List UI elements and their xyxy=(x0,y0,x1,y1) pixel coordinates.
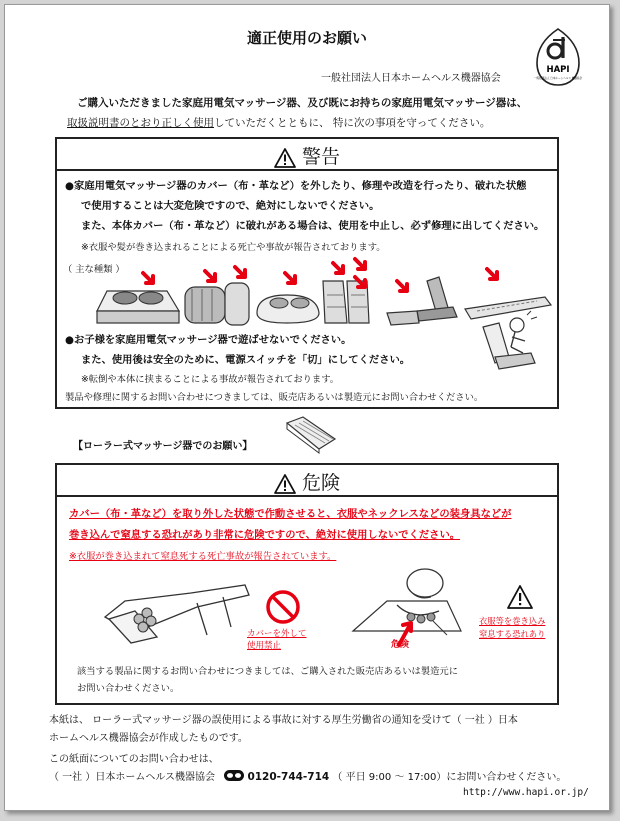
footer-phone[interactable]: 0120-744-714 xyxy=(247,771,330,783)
leg-roller-illustration xyxy=(185,283,249,325)
intro-line1: ご購入いただきました家庭用電気マッサージ器、及び既にお持ちの家庭用電気マッサージ器は、 xyxy=(77,97,528,109)
intro-underlined: 取扱説明書のとおり正しく使用 xyxy=(67,117,214,129)
red-arrow-icon xyxy=(355,259,365,269)
danger-header xyxy=(57,465,557,497)
warning-bullet2-line1: ●お子様を家庭用電気マッサージ器で遊ばせないでください。 xyxy=(65,334,352,346)
red-arrow-icon xyxy=(397,281,407,291)
warning-bullet2-note: ※転倒や本体に挟まることによる事故が報告されております。 xyxy=(81,374,340,385)
hapi-logo xyxy=(533,27,583,89)
foot-massager-illustration xyxy=(97,291,179,323)
warning-bullet1-line2: で使用することは大変危険ですので、絶対にしないでください。 xyxy=(81,200,380,212)
danger-contact-line2: お問い合わせください。 xyxy=(77,683,180,694)
organization-name: 一般社団法人日本ホームヘルス機器協会 xyxy=(321,73,501,84)
caption-cover-2: 使用禁止 xyxy=(247,641,282,651)
danger-red-line2: 巻き込んで窒息する恐れがあり非常に危険ですので、絶対に使用しないでください。 xyxy=(69,529,461,541)
document-page xyxy=(4,4,610,811)
footer-line3: この紙面についてのお問い合わせは、 xyxy=(49,754,219,765)
product-types-label: （ 主な種類 ） xyxy=(63,264,125,275)
warning-bullet1-line1: ●家庭用電気マッサージ器のカバー（布・革など）を外したり、修理や改造を行ったり、破れた状態 xyxy=(65,180,527,192)
caution-triangle-icon xyxy=(507,585,533,609)
red-arrow-icon xyxy=(235,267,245,277)
logo-text: HAPI xyxy=(546,65,570,75)
caption-entangle-1: 衣服等を巻き込み xyxy=(479,616,546,626)
caption-cover-1: カバーを外して xyxy=(247,629,307,639)
footer-org: （ 一社 ）日本ホームヘルス機器協会 xyxy=(49,772,216,783)
free-dial-icon xyxy=(224,770,244,781)
warning-bullet1-line3: また、本体カバー（布・革など）に破れがある場合は、使用を中止し、必ず修理に出してください。 xyxy=(81,220,545,232)
caption-danger: 危険 xyxy=(391,640,410,650)
warning-heading: 警告 xyxy=(301,146,340,168)
danger-heading: 危険 xyxy=(301,472,340,494)
website-link[interactable]: http://www.hapi.or.jp/ xyxy=(463,787,589,798)
logo-subtext: 一般社団法人 日本ホームヘルス 機器協会 xyxy=(533,77,583,80)
warning-triangle-icon xyxy=(274,148,296,168)
caption-entangle-2: 窒息する恐れあり xyxy=(479,629,546,639)
roller-section-label: 【ローラー式マッサージ器でのお願い】 xyxy=(73,441,253,452)
danger-triangle-icon xyxy=(274,474,296,494)
child-on-chair-illustration xyxy=(465,307,547,377)
warning-bullet2-line2: また、使用後は安全のために、電源スイッチを「切」にしてください。 xyxy=(81,354,411,366)
red-arrow-icon xyxy=(333,263,343,273)
red-arrow-icon xyxy=(143,273,153,283)
footer-line1: 本紙は、 ローラー式マッサージ器の誤使用による事故に対する厚生労働省の通知を受けて（ 一社 ）日本 xyxy=(49,715,518,726)
danger-contact-line1: 該当する製品に関するお問い合わせにつきましては、ご購入された販売店あるいは製造元に xyxy=(77,666,458,677)
red-arrow-icon xyxy=(205,271,215,281)
shiatsu-pillow-illustration xyxy=(257,295,319,323)
danger-red-line1: カバー（布・革など）を取り外した状態で作動させると、衣服やネックレスなどの装身具などが xyxy=(69,508,512,520)
footer-hours: （ 平日 9:00 〜 17:00）にお問い合わせください。 xyxy=(332,772,567,783)
warning-box xyxy=(55,137,559,409)
page-title: 適正使用のお願い xyxy=(246,29,367,47)
red-arrow-icon xyxy=(487,269,497,279)
warning-contact: 製品や修理に関するお問い合わせにつきましては、販売店あるいは製造元にお問い合わせください。 xyxy=(65,392,484,403)
intro-line2-rest: していただくとともに、 特に次の事項を守ってください。 xyxy=(214,117,491,129)
prohibited-icon xyxy=(265,589,301,625)
roller-massager-icon xyxy=(281,415,341,453)
warning-header xyxy=(57,139,557,171)
warning-bullet1-note: ※衣服や髪が巻き込まれることによる死亡や事故が報告されております。 xyxy=(81,242,386,253)
red-arrow-icon xyxy=(285,273,295,283)
danger-red-note: ※衣服が巻き込まれて窒息死する死亡事故が報告されています。 xyxy=(69,551,337,562)
uncovered-roller-illustration xyxy=(101,573,251,651)
intro-line2 xyxy=(67,115,490,130)
danger-box xyxy=(55,463,559,705)
footer-line2: ホームヘルス機器協会が作成したものです。 xyxy=(49,733,248,744)
footer-line4 xyxy=(49,768,566,783)
